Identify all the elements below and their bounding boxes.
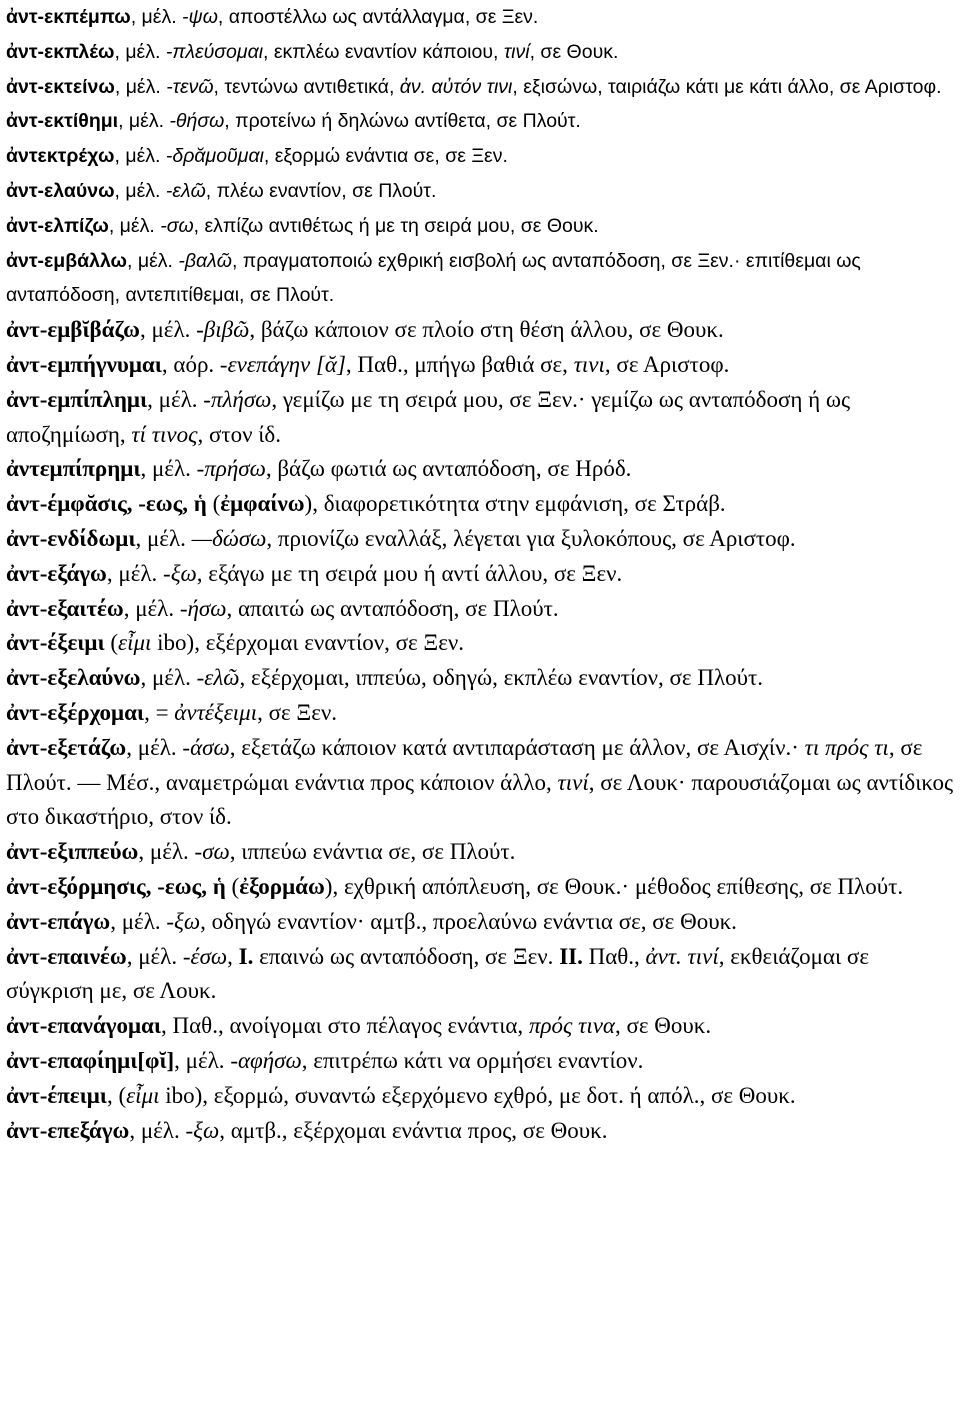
- entry-text: , σε Θουκ.: [529, 40, 619, 63]
- dictionary-entry: [6, 348, 954, 383]
- entry-text: , σε Ξεν.: [257, 699, 338, 725]
- italic-text: -πλεύσομαι: [165, 40, 264, 63]
- entry-text: , βάζω κάποιον σε πλοίο στη θέση άλλου, σε Θουκ.: [249, 317, 724, 343]
- headword: ἀντ-ελαύνω: [6, 179, 115, 202]
- italic-text: πρός τινα: [528, 1013, 615, 1039]
- dictionary-entry: [6, 522, 954, 557]
- italic-text: -πρήσω: [196, 456, 266, 482]
- entry-text: , μέλ.: [147, 386, 204, 412]
- headword: ἀντ-εξιππεύω: [6, 839, 139, 865]
- headword: ἀντ-εκτίθημι: [6, 110, 119, 133]
- headword: ἀντ-εμπίπλημι: [6, 386, 148, 412]
- entry-text: , γεμίζω με τη σειρά μου, σε Ξεν.· γεμίζω ως ανταπόδοση ή ως αποζημίωση,: [6, 386, 851, 447]
- italic-text: -ελῶ: [165, 179, 206, 202]
- entry-text: ), διαφορετικότητα στην εμφάνιση, σε Στράβ.: [304, 491, 726, 517]
- headword: ἀντ-έμφᾰσις, -εως, ἡ: [6, 491, 207, 517]
- entry-text: , σε Πλούτ. — Μέσ., αναμετρώμαι ενάντια προς κάποιον άλλο,: [6, 734, 923, 795]
- dictionary-entry: [6, 626, 954, 661]
- entry-text: , μέλ.: [140, 456, 197, 482]
- italic-text: -πλήσω: [203, 386, 272, 412]
- headword: ἀντ-εκπλέω: [6, 40, 115, 63]
- headword: ἐμφαίνω: [220, 491, 305, 517]
- entry-text: , μέλ.: [108, 214, 161, 237]
- entry-text: , μέλ.: [123, 595, 180, 621]
- headword: ἀντ-επεξάγω: [6, 1117, 130, 1143]
- entry-text: , μέλ.: [126, 943, 183, 969]
- italic-text: -σω: [194, 839, 230, 865]
- dictionary-entry: [6, 452, 954, 487]
- headword: ἐξορμάω: [239, 873, 325, 899]
- italic-text: -ξω: [166, 908, 201, 934]
- dictionary-entry: [6, 696, 954, 731]
- entry-text: , μέλ.: [114, 179, 166, 202]
- dictionary-entry: [6, 1079, 954, 1114]
- entry-text: , αποστέλλω ως αντάλλαγμα, σε Ξεν.: [217, 6, 539, 28]
- italic-text: ἀντέξειμι: [174, 699, 258, 725]
- entry-text: , απαιτώ ως ανταπόδοση, σε Πλούτ.: [226, 595, 559, 621]
- entry-text: , εξετάζω κάποιον κατά αντιπαράσταση με άλλον, σε Αισχίν.·: [229, 734, 805, 760]
- italic-text: -βιβῶ: [196, 317, 250, 343]
- headword: ἀντ-επαφίημι[φῐ]: [6, 1047, 175, 1073]
- headword: I.: [238, 943, 254, 969]
- entry-text: , μέλ.: [129, 1117, 186, 1143]
- italic-text: ἀντ. τινί: [645, 943, 719, 969]
- entry-text: , μέλ.: [114, 40, 166, 63]
- entry-text: , εκπλέω εναντίον κάποιου,: [263, 40, 504, 63]
- entry-text: (: [206, 491, 221, 517]
- dictionary-entry: [6, 244, 954, 314]
- italic-text: -τενῶ: [166, 75, 214, 98]
- entry-text: , Παθ., ανοίγομαι στο πέλαγος ενάντια,: [161, 1013, 529, 1039]
- italic-text: -θήσω: [169, 110, 225, 133]
- italic-text: -αφήσω: [230, 1047, 302, 1073]
- entry-text: Παθ.,: [582, 943, 646, 969]
- italic-text: τινι: [573, 351, 605, 377]
- italic-text: -δρᾰμοῦμαι: [165, 145, 264, 168]
- entry-text: (: [225, 873, 240, 899]
- italic-text: -σω: [160, 214, 194, 237]
- dictionary-entry: [6, 104, 954, 139]
- entry-text: , εξισώνω, ταιριάζω κάτι με κάτι άλλο, σε Αριστοφ.: [512, 75, 942, 98]
- dictionary-entry: [6, 1009, 954, 1044]
- entry-text: , μέλ.: [174, 1047, 231, 1073]
- entry-text: , =: [144, 699, 175, 725]
- italic-text: -ξω: [185, 1117, 220, 1143]
- dictionary-entry: [6, 383, 954, 453]
- dictionary-entry: [6, 313, 954, 348]
- dictionary-entry: [6, 35, 954, 70]
- entry-text: , μέλ.: [130, 6, 183, 28]
- headword: ἀντ-ενδίδωμι: [6, 525, 136, 551]
- headword: II.: [559, 943, 583, 969]
- entry-text: , εξάγω με τη σειρά μου ή αντί άλλου, σε Ξεν.: [196, 560, 623, 586]
- entry-text: , μέλ.: [110, 908, 167, 934]
- dictionary-entry: [6, 487, 954, 522]
- italic-text: εἶμι: [118, 630, 152, 656]
- entry-text: , πλέω εναντίον, σε Πλούτ.: [205, 179, 437, 202]
- headword: ἀντεκτρέχω: [6, 145, 115, 168]
- entry-text: ,: [227, 943, 239, 969]
- entry-text: ibo), εξέρχομαι εναντίον, σε Ξεν.: [151, 630, 465, 656]
- headword: ἀντ-εξετάζω: [6, 734, 127, 760]
- entry-text: , στον ίδ.: [197, 421, 282, 447]
- italic-text: -άσω: [182, 734, 230, 760]
- entry-text: , Παθ., μπήγω βαθιά σε,: [345, 351, 574, 377]
- italic-text: -βαλῶ: [178, 249, 232, 272]
- headword: ἀντ-επανάγομαι: [6, 1013, 162, 1039]
- italic-text: -έσω: [182, 943, 228, 969]
- headword: ἀντ-επαινέω: [6, 943, 127, 969]
- italic-text: -ήσω: [179, 595, 227, 621]
- entry-text: , μέλ.: [114, 75, 167, 98]
- entry-text: , εξορμώ ενάντια σε, σε Ξεν.: [263, 145, 508, 168]
- headword: ἀντ-εξελαύνω: [6, 665, 141, 691]
- entry-text: ), εχθρική απόπλευση, σε Θουκ.· μέθοδος επίθεσης, σε Πλούτ.: [324, 873, 904, 899]
- italic-text: τί τινος: [131, 421, 198, 447]
- entry-text: , μέλ.: [118, 110, 170, 133]
- headword: ἀντ-έξειμι: [6, 630, 105, 656]
- headword: ἀντ-επάγω: [6, 908, 111, 934]
- dictionary-entry: [6, 174, 954, 209]
- entry-text: , μέλ.: [127, 249, 179, 272]
- entry-text: , (: [106, 1082, 127, 1108]
- italic-text: -ξω: [163, 560, 197, 586]
- headword: ἀντ-εμβάλλω: [6, 249, 128, 272]
- dictionary-entry: [6, 209, 954, 244]
- dictionary-entry: [6, 557, 954, 592]
- entry-text: , πριονίζω εναλλάξ, λέγεται για ξυλοκόπους, σε Αριστοφ.: [266, 525, 796, 551]
- dictionary-entry: [6, 940, 954, 1010]
- headword: ἀντ-εκτείνω: [6, 75, 115, 98]
- headword: ἀντ-εξαιτέω: [6, 595, 124, 621]
- headword: ἀντ-εξόρμησις, -εως, ἡ: [6, 873, 226, 899]
- dictionary-entry: [6, 835, 954, 870]
- dictionary-entry: [6, 592, 954, 627]
- entry-text: , προτείνω ή δηλώνω αντίθετα, σε Πλούτ.: [224, 110, 581, 133]
- entry-text: , επιτρέπω κάτι να ορμήσει εναντίον.: [301, 1047, 644, 1073]
- dictionary-page: [6, 0, 954, 1148]
- headword: ἀντ-εμβῐβάζω: [6, 317, 140, 343]
- entry-text: , ελπίζω αντιθέτως ή με τη σειρά μου, σε Θουκ.: [193, 214, 599, 237]
- dictionary-entry: [6, 870, 954, 905]
- italic-text: -ενεπάγην [ᾰ]: [219, 351, 346, 377]
- entry-text: , βάζω φωτιά ως ανταπόδοση, σε Ηρόδ.: [265, 456, 632, 482]
- entry-text: , σε Θουκ.: [615, 1013, 712, 1039]
- entry-text: , σε Λουκ· παρουσιάζομαι ως αντίδικος στο δικαστήριο, στον ίδ.: [6, 769, 954, 830]
- entry-text: , μέλ.: [140, 665, 197, 691]
- headword: ἀντ-έπειμι: [6, 1082, 107, 1108]
- entry-text: (: [104, 630, 119, 656]
- italic-text: τινί: [557, 769, 589, 795]
- entry-text: , οδηγώ εναντίον· αμτβ., προελαύνω ενάντια σε, σε Θουκ.: [200, 908, 737, 934]
- dictionary-entry: [6, 70, 954, 105]
- entry-text: , μέλ.: [135, 525, 192, 551]
- dictionary-entry: [6, 661, 954, 696]
- italic-text: -ψω: [182, 6, 218, 28]
- entry-text: , εξέρχομαι, ιππεύω, οδηγώ, εκπλέω εναντίον, σε Πλούτ.: [239, 665, 763, 691]
- entry-text: , εκθειάζομαι σε σύγκριση με, σε Λουκ.: [6, 943, 869, 1004]
- headword: ἀντ-ελπίζω: [6, 214, 109, 237]
- entry-text: , σε Αριστοφ.: [604, 351, 730, 377]
- entry-text: , μέλ.: [106, 560, 164, 586]
- entry-text: , μέλ.: [126, 734, 183, 760]
- dictionary-entry: [6, 905, 954, 940]
- dictionary-entry: [6, 0, 954, 35]
- italic-text: —δώσω: [191, 525, 267, 551]
- dictionary-entry: [6, 139, 954, 174]
- headword: ἀντ-εμπήγνυμαι: [6, 351, 162, 377]
- entry-text: , μέλ.: [114, 145, 166, 168]
- headword: ἀντ-εκπέμπω: [6, 6, 131, 28]
- entry-text: , αόρ.: [161, 351, 220, 377]
- dictionary-entry: [6, 731, 954, 835]
- entry-text: , μέλ.: [138, 839, 195, 865]
- entry-text: , τεντώνω αντιθετικά,: [213, 75, 400, 98]
- headword: ἀντεμπίπρημι: [6, 456, 141, 482]
- entry-text: ibo), εξορμώ, συναντώ εξερχόμενο εχθρό, με δοτ. ή απόλ., σε Θουκ.: [159, 1082, 796, 1108]
- entry-text: , αμτβ., εξέρχομαι ενάντια προς, σε Θουκ.: [219, 1117, 608, 1143]
- entry-text: επαινώ ως ανταπόδοση, σε Ξεν.: [253, 943, 560, 969]
- entry-text: , ιππεύω ενάντια σε, σε Πλούτ.: [229, 839, 516, 865]
- dictionary-entry: [6, 1044, 954, 1079]
- italic-text: τινί: [503, 40, 530, 63]
- headword: ἀντ-εξέρχομαι: [6, 699, 145, 725]
- entry-text: , πραγματοποιώ εχθρική εισβολή ως ανταπόδοση, σε Ξεν.· επιτίθεμαι ως ανταπόδοση, αντεπιτίθεμαι, σε Πλούτ.: [6, 249, 861, 307]
- dictionary-entry: [6, 1114, 954, 1149]
- italic-text: τι πρός τι: [804, 734, 889, 760]
- entry-text: , μέλ.: [139, 317, 197, 343]
- headword: ἀντ-εξάγω: [6, 560, 107, 586]
- italic-text: ἀν. αὐτόν τινι: [399, 75, 513, 98]
- italic-text: εἶμι: [126, 1082, 160, 1108]
- italic-text: -ελῶ: [196, 665, 240, 691]
